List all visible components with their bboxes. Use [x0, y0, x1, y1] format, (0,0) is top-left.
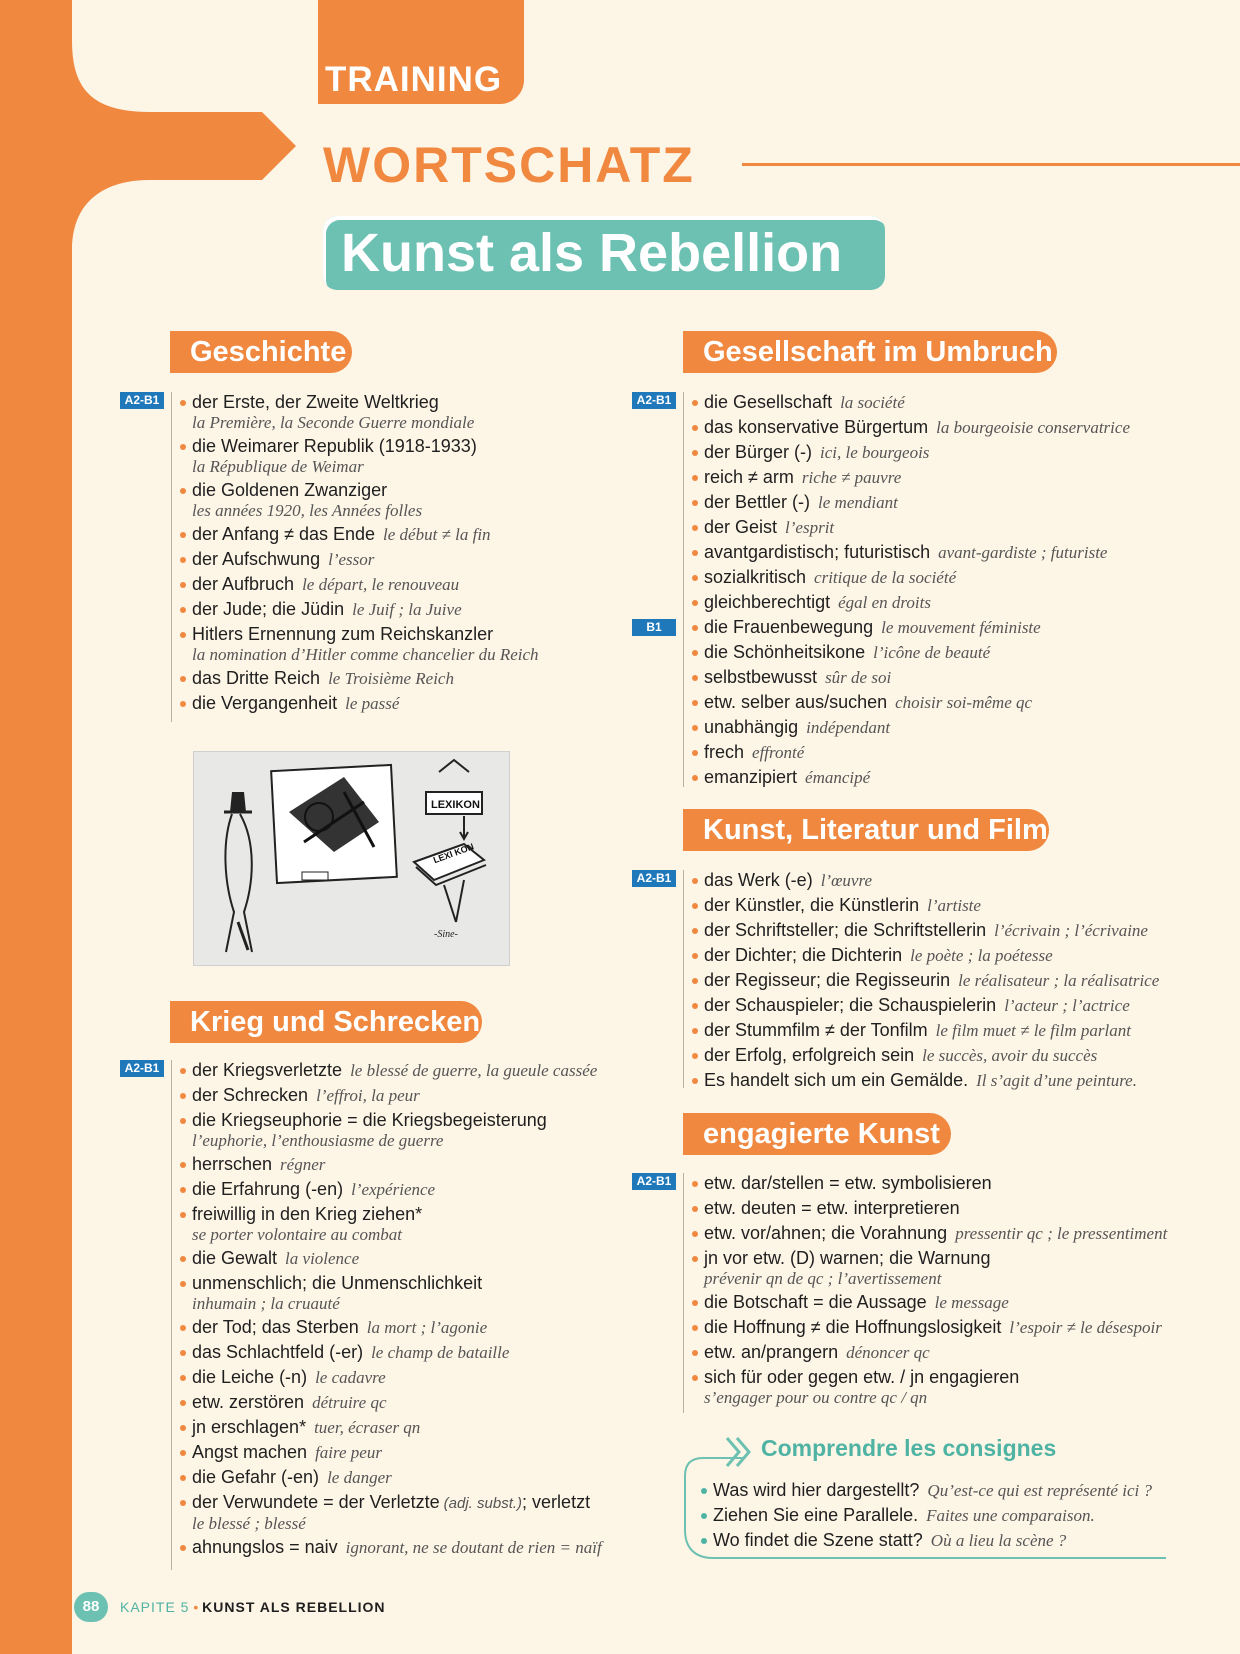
vocab-item [692, 692, 1041, 713]
german-term: unmenschlich; die Unmenschlichkeit [192, 1273, 483, 1293]
french-translation: l’artiste [927, 896, 981, 915]
german-term: der Schauspieler; die Schauspielerin [704, 995, 997, 1015]
vocab-item [692, 542, 1130, 563]
vocab-item [180, 1492, 602, 1533]
french-translation: prévenir qn de qc ; l’avertissement [704, 1269, 942, 1288]
german-term-cont: ; verletzt [522, 1492, 591, 1512]
german-term: die Botschaft = die Aussage [704, 1292, 927, 1312]
german-term: gleichberechtigt [704, 592, 831, 612]
section-heading-kunst: Kunst, Literatur und Film [683, 809, 1049, 851]
french-translation: le champ de bataille [371, 1343, 510, 1362]
german-term: etw. zerstören [192, 1392, 305, 1412]
cartoon-signature: -Sine- [434, 929, 458, 940]
french-translation: la violence [285, 1249, 360, 1268]
vocab-item [692, 717, 1041, 738]
page-title: Kunst als Rebellion [341, 223, 843, 283]
vocab-item [180, 1317, 602, 1338]
vocab-list [692, 1173, 1167, 1411]
page-number: 88 [74, 1592, 108, 1622]
french-translation: le blessé de guerre, la gueule cassée [350, 1061, 598, 1080]
vocab-item [180, 524, 539, 545]
french-translation: le cadavre [315, 1368, 386, 1387]
french-translation: s’engager pour ou contre qc / qn [704, 1388, 928, 1407]
vocab-item [692, 667, 1041, 688]
vocab-item [692, 1292, 1167, 1313]
vocab-item [180, 1367, 602, 1388]
french-translation: la nomination d’Hitler comme chancelier du Reich [192, 645, 539, 664]
german-term: der Kriegsverletzte [192, 1060, 343, 1080]
french-translation: les années 1920, les Années folles [192, 501, 423, 520]
vocab-item [692, 592, 1130, 613]
french-translation: effronté [752, 743, 805, 762]
grammar-note: (adj. subst.) [443, 1495, 523, 1512]
vocab-item [692, 1342, 1167, 1363]
level-badge: A2-B1 [632, 392, 676, 409]
consignes-title: Comprendre les consignes [761, 1435, 1057, 1461]
german-term: Ziehen Sie eine Parallele. [713, 1505, 919, 1525]
german-term: der Tod; das Sterben [192, 1317, 359, 1337]
french-translation: riche ≠ pauvre [801, 468, 902, 487]
german-term: ahnungslos = naiv [192, 1537, 338, 1557]
french-translation: l’icône de beauté [873, 643, 991, 662]
german-term: emanzipiert [704, 767, 798, 787]
german-term: freiwillig in den Krieg ziehen* [192, 1204, 423, 1224]
german-term: die Hoffnung ≠ die Hoffnungslosigkeit [704, 1317, 1002, 1337]
level-badge: A2-B1 [632, 1173, 676, 1190]
french-translation: le blessé ; blessé [192, 1514, 306, 1533]
german-term: jn erschlagen* [192, 1417, 307, 1437]
french-translation: le Troisième Reich [328, 669, 454, 688]
french-translation: détruire qc [312, 1393, 387, 1412]
vocab-item [692, 642, 1041, 663]
vocab-item [692, 995, 1159, 1016]
french-translation: le message [934, 1293, 1009, 1312]
vocab-list [692, 617, 1041, 792]
german-term: der Jude; die Jüdin [192, 599, 345, 619]
vocab-item [180, 599, 539, 620]
french-translation: la République de Weimar [192, 457, 364, 476]
vocab-item [692, 617, 1041, 638]
footer-dot: • [193, 1599, 199, 1615]
vocab-item [701, 1530, 1152, 1551]
german-term: Was wird hier dargestellt? [713, 1480, 920, 1500]
german-term: die Gewalt [192, 1248, 278, 1268]
section-rule [683, 392, 684, 787]
french-translation: l’œuvre [820, 871, 872, 890]
french-translation: Faites une comparaison. [926, 1506, 1095, 1525]
french-translation: la mort ; l’agonie [366, 1318, 488, 1337]
vocab-item [180, 1179, 602, 1200]
heading-rule [742, 163, 1240, 166]
footer-text [120, 1599, 386, 1615]
german-term: etw. deuten = etw. interpretieren [704, 1198, 960, 1218]
french-translation: choisir soi-même qc [895, 693, 1033, 712]
french-translation: l’écrivain ; l’écrivaine [994, 921, 1148, 940]
vocab-list [692, 870, 1159, 1095]
german-term: der Regisseur; die Regisseurin [704, 970, 951, 990]
vocab-item [701, 1480, 1152, 1501]
french-translation: le succès, avoir du succès [922, 1046, 1098, 1065]
vocab-item [180, 1537, 602, 1558]
german-term: selbstbewusst [704, 667, 818, 687]
german-term: unabhängig [704, 717, 799, 737]
german-term: die Leiche (-n) [192, 1367, 308, 1387]
vocab-item [692, 945, 1159, 966]
french-translation: égal en droits [838, 593, 931, 612]
german-term: reich ≠ arm [704, 467, 794, 487]
french-translation: critique de la société [814, 568, 957, 587]
vocab-item [180, 480, 539, 520]
vocab-item [692, 442, 1130, 463]
section-heading-krieg: Krieg und Schrecken [170, 1001, 482, 1043]
vocab-item [692, 870, 1159, 891]
german-term: das Schlachtfeld (-er) [192, 1342, 364, 1362]
french-translation: la société [840, 393, 905, 412]
french-translation: l’effroi, la peur [316, 1086, 420, 1105]
german-term: die Vergangenheit [192, 693, 338, 713]
german-term: die Frauenbewegung [704, 617, 874, 637]
cartoon-image [193, 751, 510, 966]
german-term: Hitlers Ernennung zum Reichskanzler [192, 624, 494, 644]
french-translation: le mendiant [818, 493, 898, 512]
vocab-item [180, 549, 539, 570]
vocab-list [692, 392, 1130, 617]
french-translation: l’esprit [785, 518, 835, 537]
vocab-item [180, 1204, 602, 1244]
french-translation: le passé [345, 694, 400, 713]
german-term: sich für oder gegen etw. / jn engagieren [704, 1367, 1020, 1387]
german-term: die Kriegseuphorie = die Kriegsbegeisterung [192, 1110, 547, 1130]
french-translation: l’euphorie, l’enthousiasme de guerre [192, 1131, 444, 1150]
arrow-decoration [0, 0, 330, 300]
german-term: etw. vor/ahnen; die Vorahnung [704, 1223, 948, 1243]
german-term: das konservative Bürgertum [704, 417, 929, 437]
vocab-item [180, 1342, 602, 1363]
vocab-item [180, 1417, 602, 1438]
french-translation: Il s’agit d’une peinture. [976, 1071, 1137, 1090]
vocab-item [692, 417, 1130, 438]
page-title-box [323, 216, 885, 290]
german-term: sozialkritisch [704, 567, 807, 587]
french-translation: le départ, le renouveau [302, 575, 460, 594]
vocab-item [180, 693, 539, 714]
french-translation: le début ≠ la fin [383, 525, 491, 544]
vocab-item [180, 436, 539, 476]
german-term: etw. an/prangern [704, 1342, 839, 1362]
vocab-item [692, 392, 1130, 413]
german-term: die Goldenen Zwanziger [192, 480, 388, 500]
french-translation: faire peur [315, 1443, 382, 1462]
german-term: der Erste, der Zweite Weltkrieg [192, 392, 439, 412]
french-translation: inhumain ; la cruauté [192, 1294, 340, 1313]
german-term: Angst machen [192, 1442, 308, 1462]
vocab-item [180, 1442, 602, 1463]
german-term: der Schriftsteller; die Schriftstellerin [704, 920, 987, 940]
french-translation: l’espoir ≠ le désespoir [1009, 1318, 1162, 1337]
german-term: avantgardistisch; futuristisch [704, 542, 931, 562]
section-heading-gesellschaft: Gesellschaft im Umbruch [683, 331, 1057, 373]
vocab-item [692, 1198, 1167, 1219]
vocab-item [692, 970, 1159, 991]
vocab-item [701, 1505, 1152, 1526]
french-translation: Qu’est-ce qui est représenté ici ? [927, 1481, 1152, 1500]
vocab-item [692, 1070, 1159, 1091]
french-translation: le Juif ; la Juive [352, 600, 462, 619]
french-translation: pressentir qc ; le pressentiment [955, 1224, 1168, 1243]
vocab-item [180, 1154, 602, 1175]
vocab-item [180, 1248, 602, 1269]
vocab-item [180, 1467, 602, 1488]
vocab-item [692, 517, 1130, 538]
french-translation: tuer, écraser qn [314, 1418, 421, 1437]
german-term: herrschen [192, 1154, 273, 1174]
section-rule [171, 1060, 172, 1570]
training-label: TRAINING [325, 60, 503, 99]
french-translation: la bourgeoisie conservatrice [936, 418, 1130, 437]
vocab-item [180, 1110, 602, 1150]
german-term: die Gesellschaft [704, 392, 833, 412]
german-term: der Verwundete = der Verletzte [192, 1492, 440, 1512]
vocab-item [180, 1273, 602, 1313]
german-term: der Schrecken [192, 1085, 309, 1105]
cartoon-drawing [194, 752, 509, 965]
german-term: der Stummfilm ≠ der Tonfilm [704, 1020, 928, 1040]
vocab-item [692, 1248, 1167, 1288]
vocab-item [692, 1020, 1159, 1041]
french-translation: l’expérience [351, 1180, 436, 1199]
training-tab [318, 0, 524, 104]
french-translation: dénoncer qc [846, 1343, 930, 1362]
vocab-item [180, 392, 539, 432]
french-translation: émancipé [805, 768, 871, 787]
french-translation: la Première, la Seconde Guerre mondiale [192, 413, 475, 432]
level-badge: A2-B1 [120, 1060, 164, 1077]
german-term: etw. selber aus/suchen [704, 692, 888, 712]
vocab-item [692, 767, 1041, 788]
french-translation: ignorant, ne se doutant de rien = naïf [345, 1538, 602, 1557]
french-translation: régner [280, 1155, 326, 1174]
french-translation: sûr de soi [825, 668, 892, 687]
section-heading-engagiert: engagierte Kunst [683, 1113, 951, 1155]
vocab-item [692, 920, 1159, 941]
consignes-list [701, 1480, 1152, 1555]
level-badge: A2-B1 [120, 392, 164, 409]
french-translation: Où a lieu la scène ? [930, 1531, 1067, 1550]
vocab-item [692, 1223, 1167, 1244]
footer-title: KUNST ALS REBELLION [202, 1599, 386, 1615]
german-term: etw. dar/stellen = etw. symbolisieren [704, 1173, 992, 1193]
consignes-box [683, 1430, 1166, 1564]
cartoon-book-text: LEXI KON [431, 841, 476, 866]
german-term: der Bettler (-) [704, 492, 811, 512]
section-rule [683, 870, 684, 1088]
vocab-item [180, 1060, 602, 1081]
german-term: das Dritte Reich [192, 668, 321, 688]
vocab-item [692, 567, 1130, 588]
footer-chapter: KAPITE 5 [120, 1599, 190, 1615]
wortschatz-heading: WORTSCHATZ [323, 137, 695, 193]
german-term: das Werk (-e) [704, 870, 813, 890]
cartoon-sign-text: LEXIKON [431, 799, 480, 811]
vocab-item [692, 1173, 1167, 1194]
german-term: die Schönheitsikone [704, 642, 866, 662]
german-term: der Aufbruch [192, 574, 295, 594]
section-rule [171, 392, 172, 722]
german-term: der Aufschwung [192, 549, 321, 569]
french-translation: l’essor [328, 550, 375, 569]
french-translation: le film muet ≠ le film parlant [935, 1021, 1131, 1040]
french-translation: le réalisateur ; la réalisatrice [958, 971, 1160, 990]
french-translation: ici, le bourgeois [820, 443, 930, 462]
vocab-item [180, 668, 539, 689]
french-translation: le poète ; la poétesse [910, 946, 1053, 965]
vocab-item [692, 742, 1041, 763]
french-translation: avant-gardiste ; futuriste [938, 543, 1108, 562]
german-term: der Künstler, die Künstlerin [704, 895, 920, 915]
german-term: die Erfahrung (-en) [192, 1179, 344, 1199]
vocab-item [692, 1367, 1167, 1407]
vocab-item [692, 1317, 1167, 1338]
german-term: die Gefahr (-en) [192, 1467, 320, 1487]
german-term: die Weimarer Republik (1918-1933) [192, 436, 477, 456]
vocab-item [180, 624, 539, 664]
level-badge: A2-B1 [632, 870, 676, 887]
french-translation: le mouvement féministe [881, 618, 1041, 637]
german-term: Wo findet die Szene statt? [713, 1530, 923, 1550]
section-rule [683, 1173, 684, 1413]
vocab-list [180, 1060, 602, 1562]
german-term: der Dichter; die Dichterin [704, 945, 903, 965]
vocab-list [180, 392, 539, 718]
german-term: der Erfolg, erfolgreich sein [704, 1045, 915, 1065]
vocab-item [692, 1045, 1159, 1066]
french-translation: indépendant [806, 718, 891, 737]
german-term: der Anfang ≠ das Ende [192, 524, 376, 544]
german-term: jn vor etw. (D) warnen; die Warnung [704, 1248, 991, 1268]
vocab-item [692, 467, 1130, 488]
french-translation: se porter volontaire au combat [192, 1225, 402, 1244]
vocab-item [180, 1085, 602, 1106]
level-badge: B1 [632, 619, 676, 636]
vocab-item [180, 1392, 602, 1413]
vocab-item [692, 895, 1159, 916]
german-term: der Bürger (-) [704, 442, 813, 462]
german-term: frech [704, 742, 745, 762]
french-translation: l’acteur ; l’actrice [1004, 996, 1130, 1015]
vocab-item [180, 574, 539, 595]
german-term: der Geist [704, 517, 778, 537]
section-heading-geschichte: Geschichte [170, 331, 352, 373]
german-term: Es handelt sich um ein Gemälde. [704, 1070, 969, 1090]
french-translation: le danger [327, 1468, 392, 1487]
vocab-item [692, 492, 1130, 513]
